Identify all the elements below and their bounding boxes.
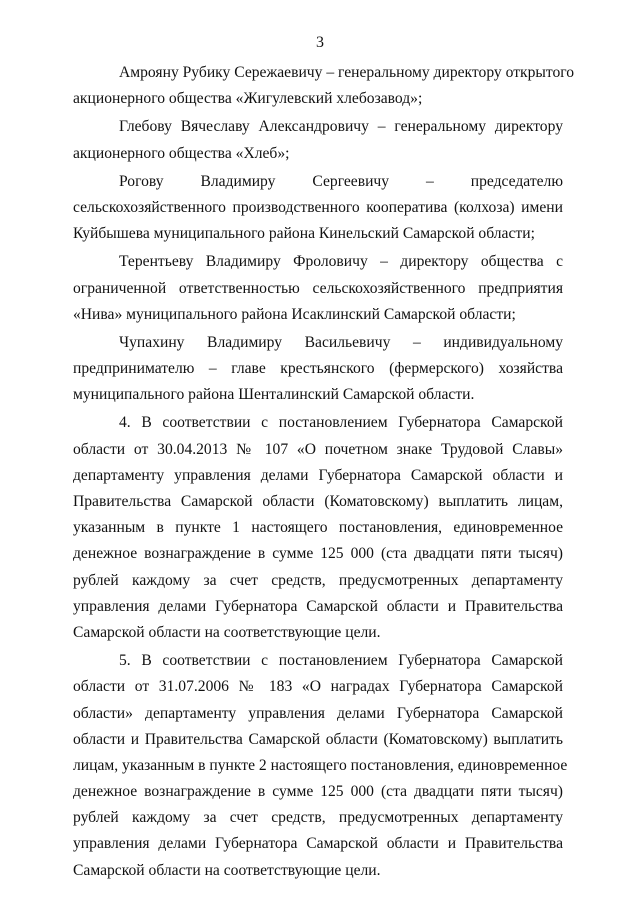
paragraph-line: Чупахину Владимиру Васильевичу – индивидуальному — [119, 333, 563, 351]
paragraph-line: Терентьеву Владимиру Фроловичу – директору общества с — [119, 253, 563, 271]
paragraph — [73, 60, 575, 112]
paragraph-line: Глебову Вячеславу Александровичу – генеральному директору — [119, 118, 563, 136]
paragraph-line: Самарской области на соответствующие цели. — [73, 861, 381, 879]
paragraph — [73, 648, 568, 884]
paragraph-line: управления делами Губернатора Самарской области и Правительства — [73, 597, 563, 615]
paragraph-line: сельскохозяйственного производственного кооператива (колхоза) имени — [73, 198, 563, 216]
paragraph-line: Амрояну Рубику Сережаевичу – генеральному директору открытого — [119, 64, 575, 81]
paragraph-line: области от 30.04.2013 № 107 «О почетном знаке Трудовой Славы» — [73, 440, 563, 458]
paragraph-line: акционерного общества «Жигулевский хлебозавод»; — [73, 90, 423, 108]
paragraph-line: 5. В соответствии с постановлением Губернатора Самарской — [119, 652, 563, 670]
paragraph-line: Рогову Владимиру Сергеевичу – председателю — [119, 172, 563, 190]
paragraph-line: рублей каждому за счет средств, предусмотренных департаменту — [73, 809, 563, 827]
paragraph-line: муниципального района Шенталинский Самарской области. — [73, 386, 475, 404]
paragraph-line: области от 31.07.2006 № 183 «О наградах Губернатора Самарской — [73, 678, 563, 696]
paragraph-line: акционерного общества «Хлеб»; — [73, 144, 290, 162]
paragraph-line: предпринимателю – главе крестьянского (фермерского) хозяйства — [73, 360, 563, 378]
paragraph-line: указанным в пункте 1 настоящего постановления, единовременное — [73, 519, 563, 537]
paragraph-line: Правительства Самарской области (Коматовскому) выплатить лицам, — [73, 493, 563, 510]
paragraph-line: денежное вознаграждение в сумме 125 000 (ста двадцати пяти тысяч) — [73, 783, 563, 801]
paragraph-line: денежное вознаграждение в сумме 125 000 (ста двадцати пяти тысяч) — [73, 545, 563, 563]
paragraph-line: Самарской области на соответствующие цели. — [73, 623, 381, 641]
paragraph — [73, 249, 563, 328]
paragraph-line: области» департаменту управления делами Губернатора Самарской — [73, 704, 563, 722]
paragraph-line: лицам, указанным в пункте 2 настоящего постановления, единовременное — [73, 756, 568, 774]
paragraph — [73, 169, 563, 248]
paragraph-line: рублей каждому за счет средств, предусмотренных департаменту — [73, 571, 563, 589]
paragraph-line: Куйбышева муниципального района Кинельский Самарской области; — [73, 225, 535, 243]
paragraph-line: управления делами Губернатора Самарской области и Правительства — [73, 835, 563, 853]
paragraph-line: 4. В соответствии с постановлением Губернатора Самарской — [119, 414, 563, 432]
paragraph — [73, 330, 563, 409]
paragraph-line: «Нива» муниципального района Исаклинский Самарской области; — [73, 305, 516, 323]
paragraph — [73, 114, 563, 166]
paragraph-line: области и Правительства Самарской области (Коматовскому) выплатить — [73, 730, 563, 748]
paragraph — [73, 410, 563, 646]
paragraph-line: ограниченной ответственностью сельскохозяйственного предприятия — [73, 279, 563, 297]
document-body — [73, 60, 575, 886]
page-number: 3 — [316, 34, 324, 51]
paragraph-line: департаменту управления делами Губернатора Самарской области и — [73, 466, 563, 484]
